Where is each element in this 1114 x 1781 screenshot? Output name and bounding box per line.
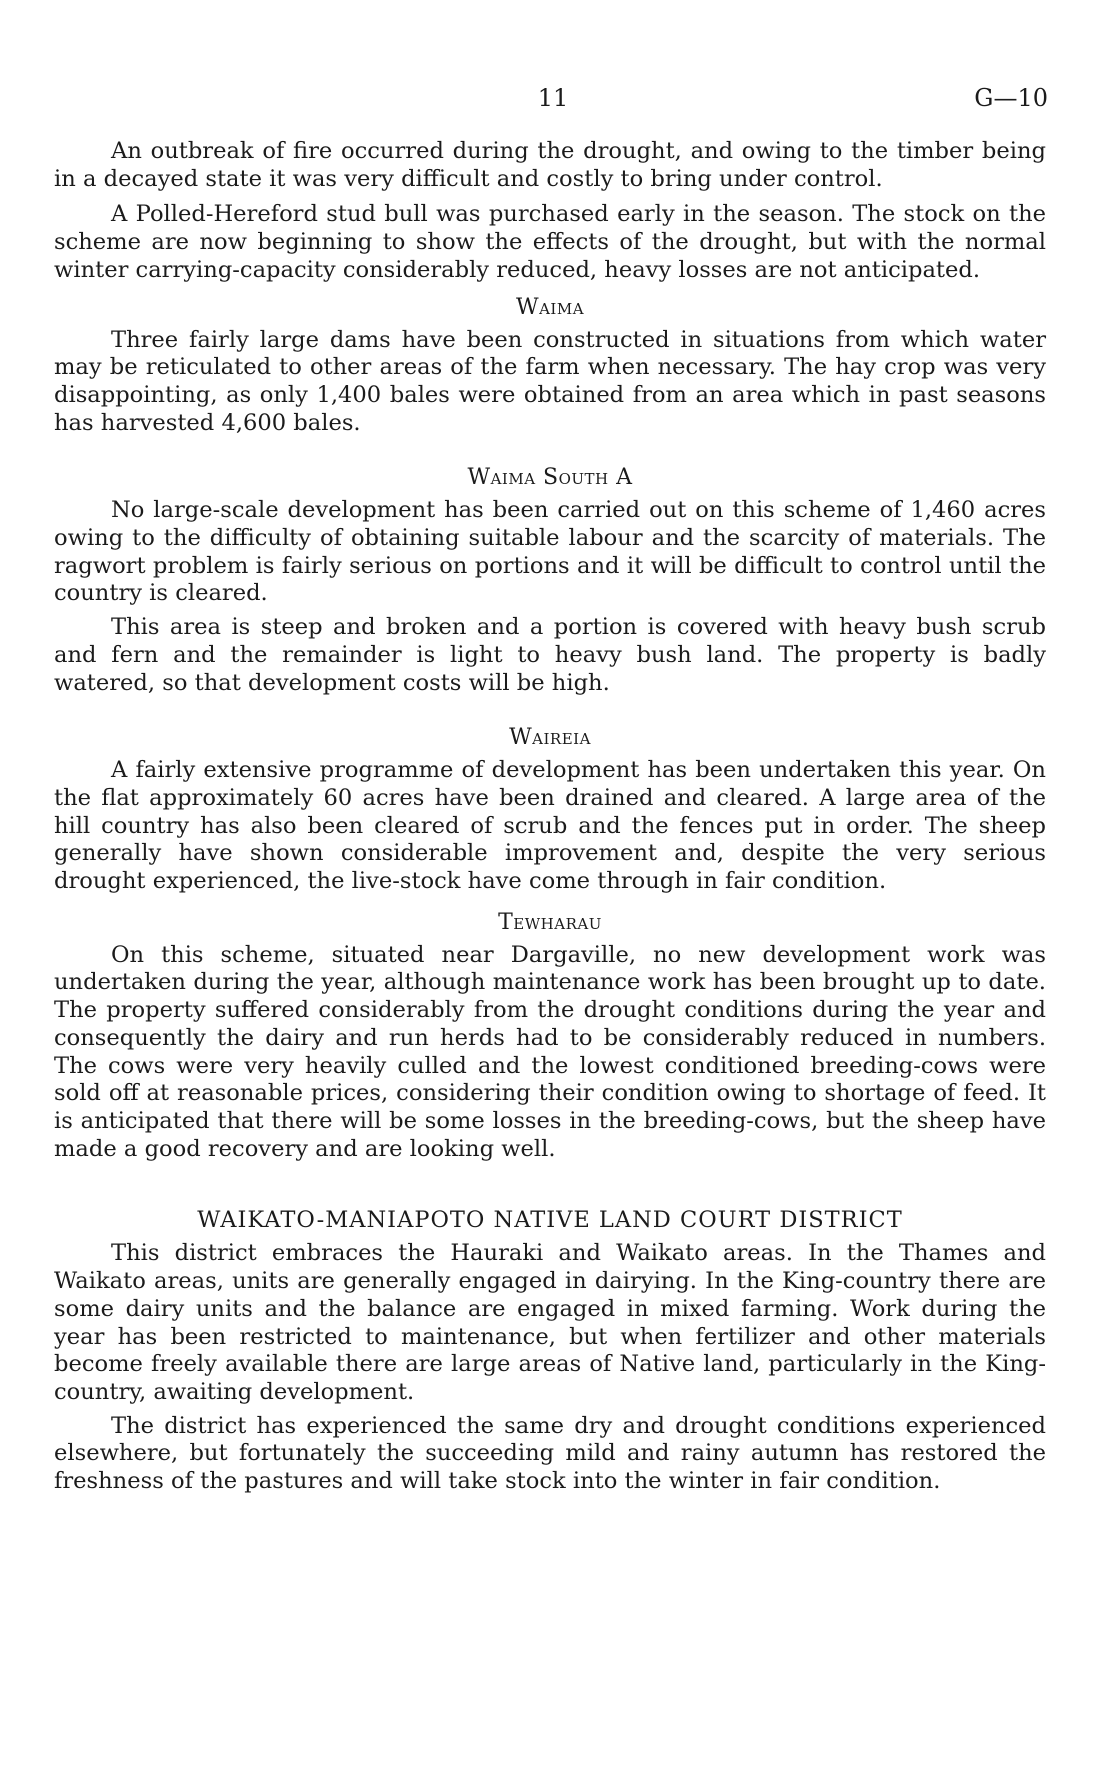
section-heading-tewharau: Tewharau xyxy=(498,909,602,935)
page-number: 11 xyxy=(537,84,569,112)
page-body xyxy=(54,138,1046,1496)
paragraph-district-conditions: The district has experienced the same dry and drought conditions experienced elsewhere, but fortunately the succeeding mild and rainy autumn has restored the freshness of the pastures and will take stock into the winter in fair condition. xyxy=(54,1412,1046,1495)
section-heading-waima-south-a: Waima South A xyxy=(467,465,633,491)
paragraph-fire-outbreak: An outbreak of fire occurred during the drought, and owing to the timber being in a decayed state it was very difficult and costly to bring under control. xyxy=(54,138,1046,192)
paragraph-waima: Three fairly large dams have been constructed in situations from which water may be reticulated to other areas of the farm when necessary. The hay crop was very disappointing, as only 1,400 bales were obtained from an area which in past seasons has harvested 4,600 bales. xyxy=(54,326,1046,436)
paragraph-district-overview: This district embraces the Hauraki and Waikato areas. In the Thames and Waikato areas, units are generally engaged in dairying. In the King-country there are some dairy units and the balance are engaged in mixed farming. Work during the year has been restricted to maintenance, but when fertilizer and other materials become freely available there are large areas of Native land, particularly in the King-country, awaiting development. xyxy=(54,1240,1046,1405)
section-heading-waireia: Waireia xyxy=(509,725,591,751)
page-header xyxy=(58,84,1048,116)
section-heading-waima: Waima xyxy=(515,294,585,320)
document-reference: G—10 xyxy=(974,84,1048,112)
paragraph-tewharau: On this scheme, situated near Dargaville, no new development work was undertaken during the year, although maintenance work has been brought up to date. The property suffered considerably from the drought conditions during the year and consequently the dairy and run herds had to be considerably reduced in numbers. The cows were very heavily culled and the lowest conditioned breeding-cows were sold off at reasonable prices, considering their condition owing to shortage of feed. It is anticipated that there will be some losses in the breeding-cows, but the sheep have made a good recovery and are looking well. xyxy=(54,941,1046,1162)
paragraph-stud-bull: A Polled-Hereford stud bull was purchased early in the season. The stock on the scheme are now beginning to show the effects of the drought, but with the normal winter carrying-capacity considerably reduced, heavy losses are not anticipated. xyxy=(54,201,1046,283)
paragraph-waima-south-a-terrain: This area is steep and broken and a portion is covered with heavy bush scrub and fern and the remainder is light to heavy bush land. The property is badly watered, so that development costs will be high. xyxy=(54,614,1046,696)
paragraph-waima-south-a-development: No large-scale development has been carried out on this scheme of 1,460 acres owing to the difficulty of obtaining suitable labour and the scarcity of materials. The ragwort problem is fairly serious on portions and it will be difficult to control until the country is cleared. xyxy=(54,497,1046,607)
district-heading: WAIKATO-MANIAPOTO NATIVE LAND COURT DISTRICT xyxy=(197,1207,903,1234)
paragraph-waireia: A fairly extensive programme of development has been undertaken this year. On the flat approximately 60 acres have been drained and cleared. A large area of the hill country has also been cleared of scrub and the fences put in order. The sheep generally have shown considerable improvement and, despite the very serious drought experienced, the live-stock have come through in fair condition. xyxy=(54,757,1046,895)
